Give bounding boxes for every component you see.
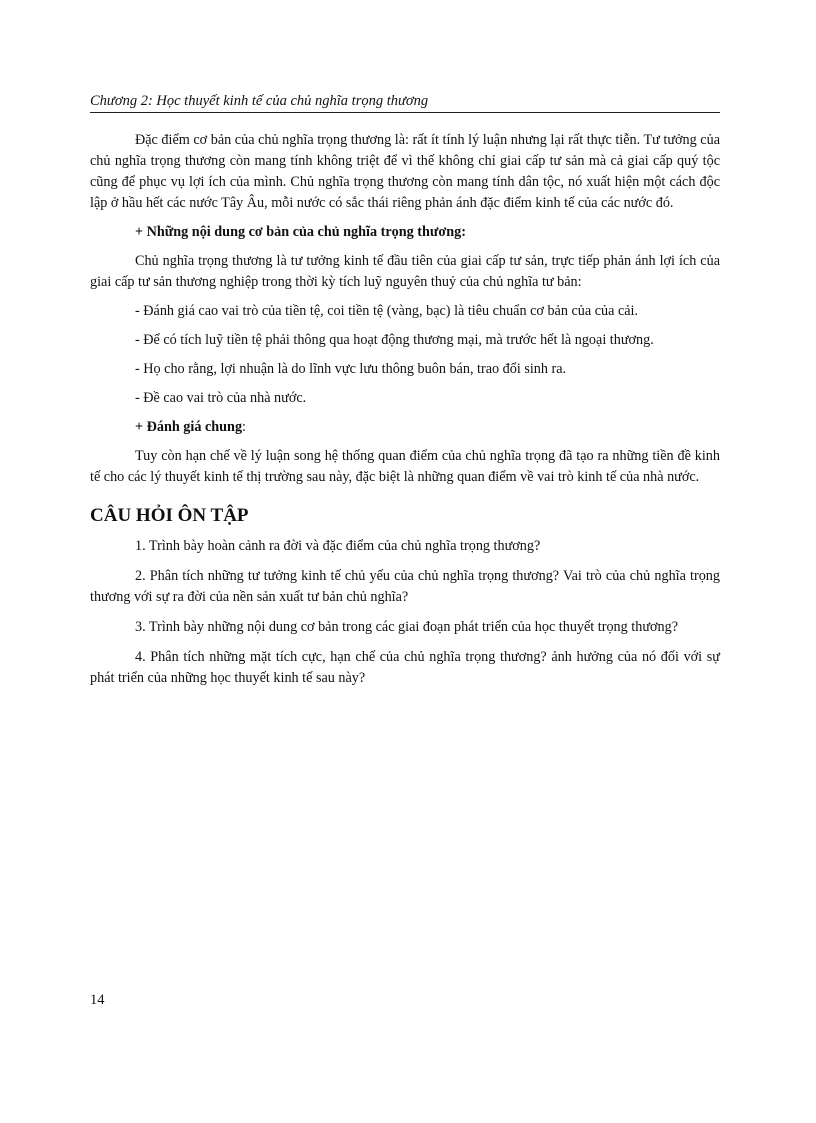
- list-item: - Đề cao vai trò của nhà nước.: [135, 390, 307, 406]
- review-question: 1. Trình bày hoàn cảnh ra đời và đặc điểm của chủ nghĩa trọng thương?: [135, 538, 541, 554]
- evaluation-label: + Đánh giá chung: [135, 419, 243, 435]
- section-heading-contents: + Những nội dung cơ bản của chủ nghĩa trọng thương:: [135, 224, 466, 240]
- paragraph-mercantilism-intro: Chủ nghĩa trọng thương là tư tưởng kinh tế đầu tiên của giai cấp tư sản, trực tiếp phản ánh lợi ích của giai cấp tư sản thương nghiệp trong thời kỳ tích luỹ nguyên thuỷ của chủ nghĩa tư bản:: [90, 253, 720, 290]
- review-question: 4. Phân tích những mặt tích cực, hạn chế của chủ nghĩa trọng thương? ảnh hưởng của nó đối với sự phát triển của những học thuyết kinh tế sau này?: [90, 649, 720, 686]
- review-questions-title: CÂU HỎI ÔN TẬP: [90, 505, 249, 526]
- section-heading-evaluation: [90, 417, 720, 438]
- page-number: 14: [90, 992, 105, 1008]
- running-header: Chương 2: Học thuyết kinh tế của chủ nghĩa trọng thương: [90, 92, 720, 113]
- paragraph-characteristics: Đặc điểm cơ bản của chủ nghĩa trọng thương là: rất ít tính lý luận nhưng lại rất thực tiễn. Tư tưởng của chủ nghĩa trọng thương còn mang tính không triệt để vì thế không chỉ giai cấp tư sản mà cả giai cấp quý tộc cũng để phục vụ lợi ích của mình. Chủ nghĩa trọng thương còn mang tính dân tộc, nó xuất hiện một cách độc lập ở hầu hết các nước Tây Âu, mỗi nước có sắc thái riêng phản ánh đặc điểm kinh tế của các nước đó.: [90, 132, 720, 211]
- list-item: - Đánh giá cao vai trò của tiền tệ, coi tiền tệ (vàng, bạc) là tiêu chuẩn cơ bản của của cải.: [135, 303, 639, 319]
- evaluation-colon: :: [242, 419, 246, 435]
- list-item: - Để có tích luỹ tiền tệ phải thông qua hoạt động thương mại, mà trước hết là ngoại thương.: [135, 332, 654, 348]
- review-question: 3. Trình bày những nội dung cơ bản trong các giai đoạn phát triển của học thuyết trọng thương?: [135, 619, 678, 635]
- review-question: 2. Phân tích những tư tưởng kinh tế chủ yếu của chủ nghĩa trọng thương? Vai trò của chủ nghĩa trọng thương với sự ra đời của nền sản xuất tư bản chủ nghĩa?: [90, 568, 720, 605]
- page-content: [90, 130, 720, 698]
- paragraph-evaluation: Tuy còn hạn chế về lý luận song hệ thống quan điểm của chủ nghĩa trọng đã tạo ra những tiền đề kinh tế cho các lý thuyết kinh tế thị trường sau này, đặc biệt là những quan điểm về vai trò kinh tế của nhà nước.: [90, 448, 720, 485]
- list-item: - Họ cho rằng, lợi nhuận là do lĩnh vực lưu thông buôn bán, trao đổi sinh ra.: [135, 361, 567, 377]
